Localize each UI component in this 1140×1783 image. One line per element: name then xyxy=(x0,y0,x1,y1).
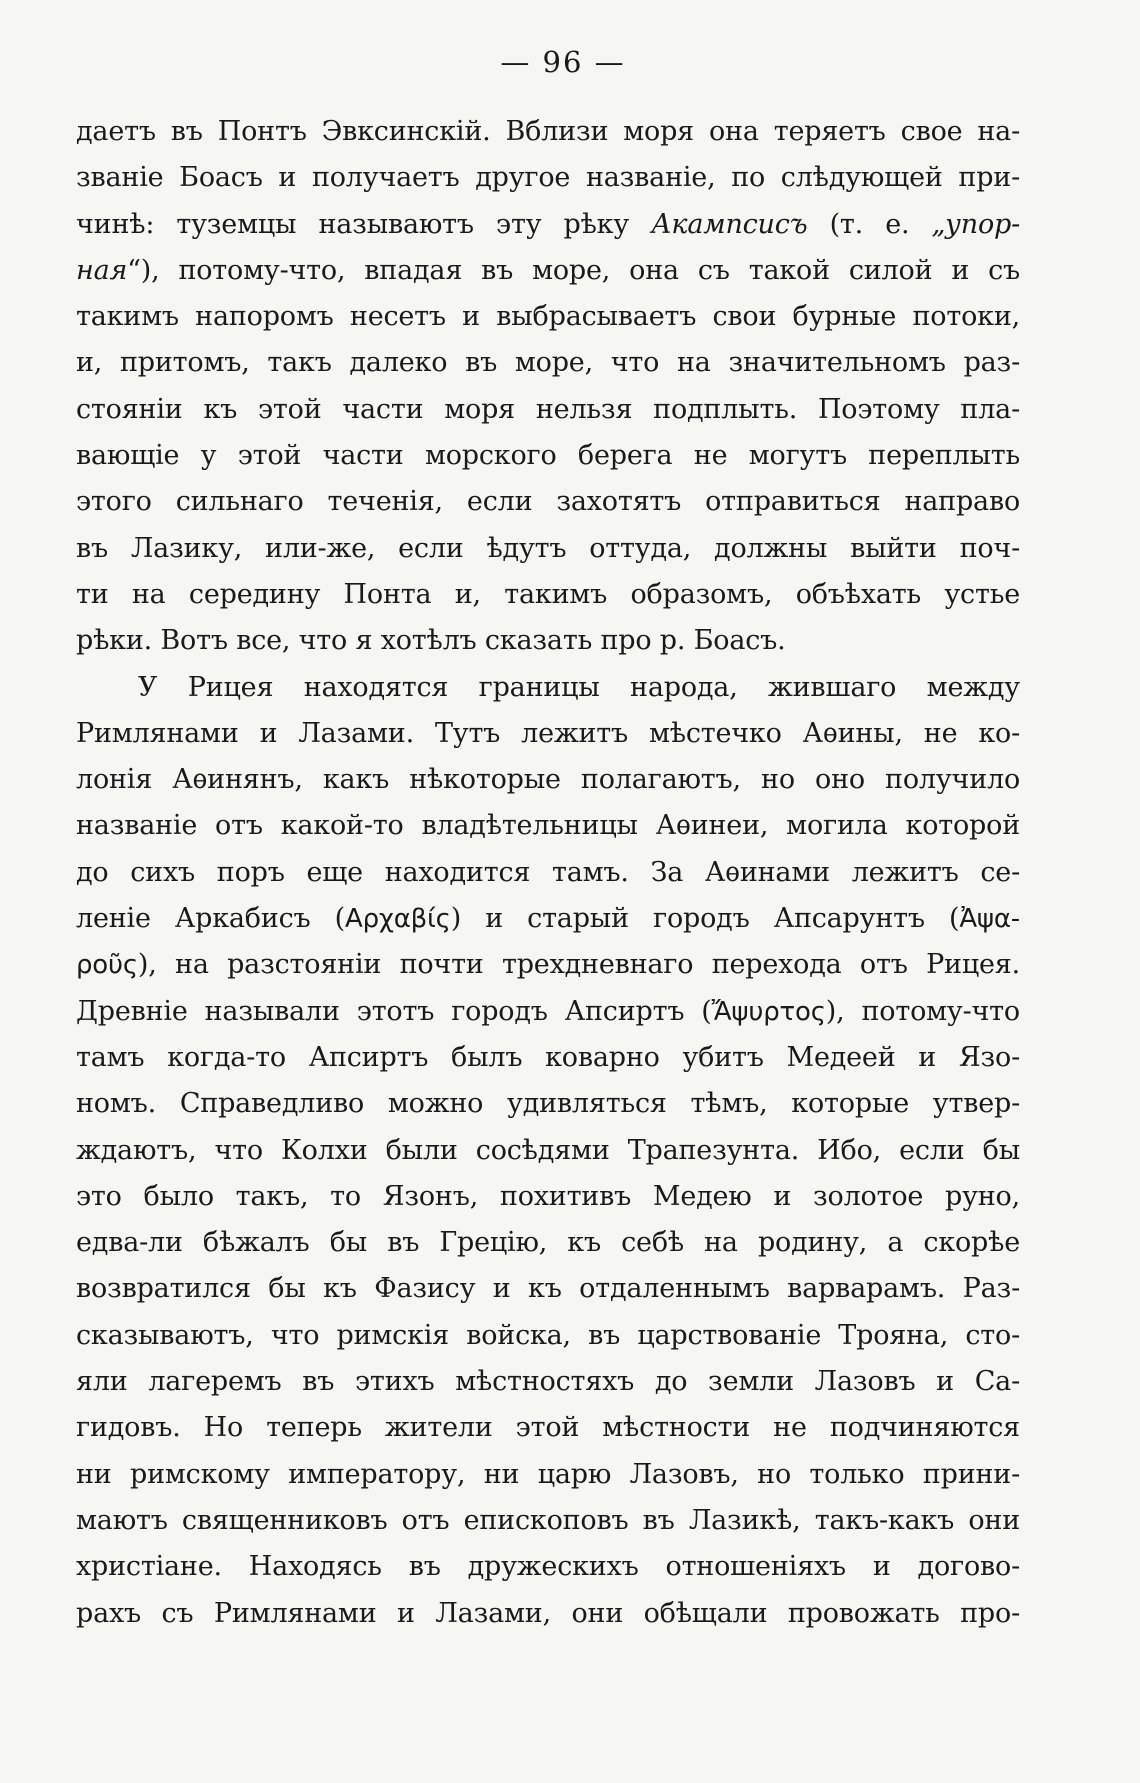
text-line: маютъ священниковъ отъ епископовъ въ Лазикѣ, такъ-какъ они xyxy=(76,1504,1020,1536)
text-line: христіане. Находясь въ дружескихъ отношеніяхъ и догово- xyxy=(76,1551,1020,1583)
text-line: названіе отъ какой-то владѣтельницы Аѳинеи, могила которой xyxy=(76,810,1020,842)
text-line: въ Лазику, или-же, если ѣдутъ оттуда, должны выйти поч- xyxy=(76,532,1020,564)
book-page xyxy=(76,40,1020,1637)
text-line xyxy=(76,248,1020,294)
text-line: гидовъ. Но теперь жители этой мѣстности не подчиняются xyxy=(76,1412,1020,1444)
text-line: возвратился бы къ Фазису и къ отдаленнымъ варварамъ. Раз- xyxy=(76,1273,1020,1305)
text-line: леніе Аркабисъ (Αρχαβίς) и старый городъ Апсарунтъ (Ἀψα- xyxy=(76,903,1020,935)
text-line: это было такъ, то Язонъ, похитивъ Медею и золотое руно, xyxy=(76,1180,1020,1212)
body-text xyxy=(76,109,1020,1637)
text-line: тамъ когда-то Апсиртъ былъ коварно убитъ Медеей и Язо- xyxy=(76,1041,1020,1073)
italic-term: „упор- xyxy=(931,208,1021,240)
text-line: стояніи къ этой части моря нельзя подплыть. Поэтому пла- xyxy=(76,393,1020,425)
page-number: — 96 — xyxy=(500,45,626,79)
text-line xyxy=(76,942,1020,988)
text-line: этого сильнаго теченія, если захотятъ отправиться направо xyxy=(76,486,1020,518)
text-line: даетъ въ Понтъ Эвксинскій. Вблизи моря она теряетъ свое на- xyxy=(76,116,1020,147)
text-fragment: “), потому-что, впадая въ море, она съ такой силой и съ xyxy=(127,254,1020,286)
text-line: ни римскому императору, ни царю Лазовъ, но только прини- xyxy=(76,1458,1020,1490)
text-fragment: ), потому-что xyxy=(825,995,1020,1027)
text-line: номъ. Справедливо можно удивляться тѣмъ, которые утвер- xyxy=(76,1088,1020,1120)
text-fragment: и старый городъ Апсарунтъ ( xyxy=(485,903,960,935)
text-fragment: ), на разстояніи почти трехдневнаго перехода отъ Рицея. xyxy=(137,949,1020,981)
text-fragment: чинѣ: туземцы называютъ эту рѣку xyxy=(76,208,630,240)
text-line: рѣки. Вотъ все, что я хотѣлъ сказать про р. Боасъ. xyxy=(76,625,786,657)
italic-term: ная xyxy=(76,254,128,286)
text-line xyxy=(76,202,1020,248)
text-fragment: (т. е. xyxy=(807,208,932,240)
text-line: лонія Аѳинянъ, какъ нѣкоторые полагаютъ, но оно получило xyxy=(76,764,1020,796)
greek-word: Ἀψα- xyxy=(959,904,1020,935)
paragraph-1 xyxy=(76,109,1020,665)
text-line: и, притомъ, такъ далеко въ море, что на значительномъ раз- xyxy=(76,347,1020,379)
text-line: такимъ напоромъ несетъ и выбрасываетъ свои бурные потоки, xyxy=(76,301,1020,333)
text-line: вающіе у этой части морского берега не могутъ переплыть xyxy=(76,440,1020,472)
text-line: яли лагеремъ въ этихъ мѣстностяхъ до земли Лазовъ и Са- xyxy=(76,1366,1020,1398)
text-fragment: леніе Аркабисъ ( xyxy=(76,903,346,935)
text-line: званіе Боасъ и получаетъ другое названіе, по слѣдующей при- xyxy=(76,162,1020,194)
text-line: до сихъ поръ еще находится тамъ. За Аѳинами лежитъ се- xyxy=(76,856,1020,888)
text-line: едва-ли бѣжалъ бы въ Грецію, къ себѣ на родину, а скорѣе xyxy=(76,1227,1020,1259)
text-line: сказываютъ, что римскія войска, въ царствованіе Трояна, сто- xyxy=(76,1319,1020,1351)
text-line: ждаютъ, что Колхи были сосѣдями Трапезунта. Ибо, если бы xyxy=(76,1134,1020,1166)
text-line: рахъ съ Римлянами и Лазами, они обѣщали провожать про- xyxy=(76,1597,1020,1629)
text-fragment: Древніе называли этотъ городъ Апсиртъ ( xyxy=(76,995,712,1027)
text-line: У Рицея находятся границы народа, жившаго между xyxy=(138,671,1020,703)
italic-term: Акампсисъ xyxy=(651,208,808,240)
paragraph-2 xyxy=(76,665,1020,1637)
greek-word: Ἄψυρτος xyxy=(711,996,826,1027)
greek-word: ροῦς xyxy=(76,950,138,981)
text-line: Римлянами и Лазами. Тутъ лежитъ мѣстечко Аѳины, не ко- xyxy=(76,717,1020,749)
greek-word: Αρχαβίς xyxy=(345,904,451,935)
text-line xyxy=(76,989,1020,1035)
text-line: ти на середину Понта и, такимъ образомъ, объѣхать устье xyxy=(76,578,1020,610)
